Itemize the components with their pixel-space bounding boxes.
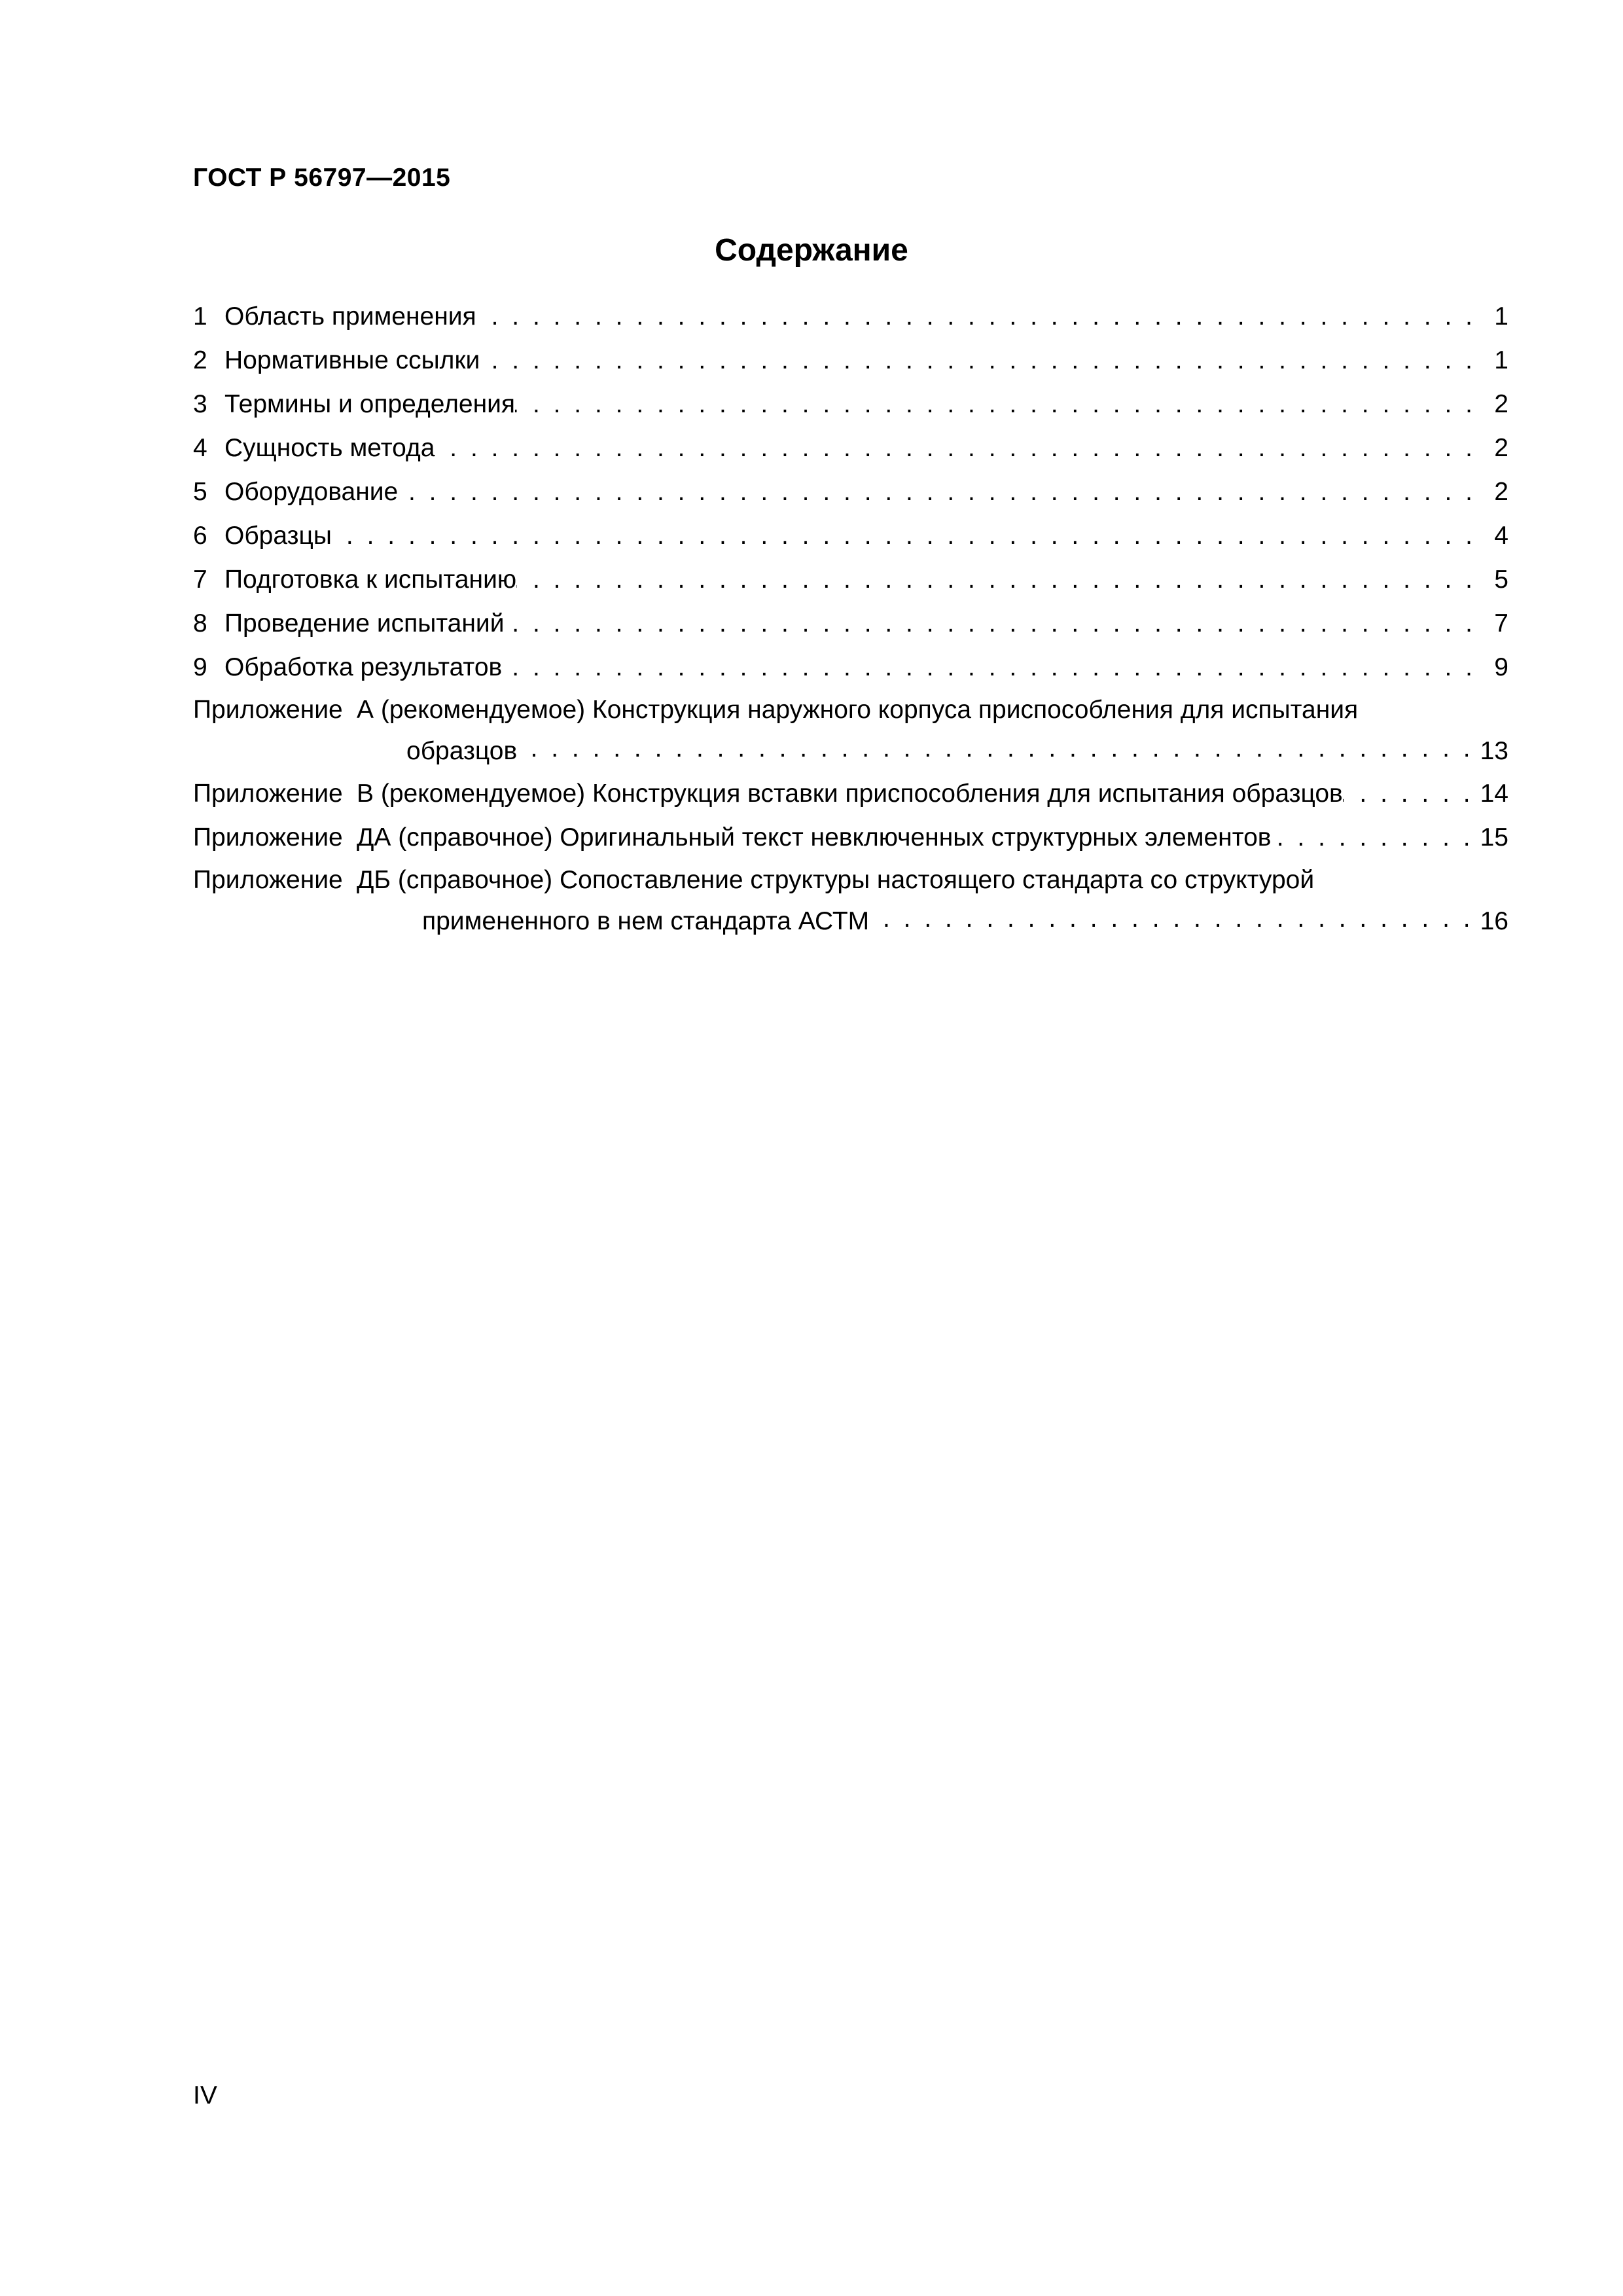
toc-entry-page: 9 xyxy=(1494,653,1508,681)
appendix-prefix: Приложение xyxy=(193,780,343,808)
appendix-prefix: Приложение xyxy=(193,823,343,852)
table-of-contents xyxy=(193,295,1508,942)
toc-entry-label: Проведение испытаний xyxy=(224,609,505,637)
toc-appendix-entry[interactable] xyxy=(193,689,1508,772)
toc-entry[interactable] xyxy=(193,338,1508,382)
document-id: ГОСТ Р 56797—2015 xyxy=(193,164,451,192)
toc-entry[interactable] xyxy=(193,601,1508,645)
toc-entry-page: 14 xyxy=(1480,780,1508,808)
toc-entry[interactable] xyxy=(193,295,1508,338)
toc-entry[interactable] xyxy=(193,514,1508,558)
dot-leader xyxy=(502,645,1476,689)
toc-entry[interactable] xyxy=(193,382,1508,426)
appendix-title-line1: А (рекомендуемое) Конструкция наружного корпуса приспособления для испытания xyxy=(357,696,1359,724)
toc-entry-number: 4 xyxy=(193,434,207,462)
toc-entry-page: 5 xyxy=(1494,565,1508,594)
toc-appendix-entry[interactable] xyxy=(193,772,1508,816)
toc-entry-label: Сущность метода xyxy=(224,434,435,462)
toc-entry-number: 1 xyxy=(193,302,207,331)
toc-entry-number: 3 xyxy=(193,390,207,418)
toc-entry-label: Нормативные ссылки xyxy=(224,346,480,374)
toc-entry-number: 7 xyxy=(193,565,207,594)
toc-entry-label: Термины и определения xyxy=(224,390,516,418)
toc-entry-page: 13 xyxy=(1480,737,1508,765)
toc-entry[interactable] xyxy=(193,426,1508,470)
toc-entry-page: 2 xyxy=(1494,434,1508,462)
dot-leader xyxy=(1343,772,1474,816)
dot-leader xyxy=(476,295,1476,338)
toc-entry-label: Оборудование xyxy=(224,478,399,506)
appendix-title-line1: ДА (справочное) Оригинальный текст невключенных структурных элементов xyxy=(357,823,1272,852)
appendix-prefix: Приложение xyxy=(193,696,343,724)
toc-entry-page: 1 xyxy=(1494,302,1508,331)
appendix-title-line2: образцов xyxy=(406,737,518,765)
page-title: Содержание xyxy=(715,233,908,268)
appendix-title-line1: В (рекомендуемое) Конструкция вставки приспособления для испытания образцов xyxy=(357,780,1343,808)
toc-entry-label: Подготовка к испытанию xyxy=(224,565,517,594)
toc-entry-label: Образцы xyxy=(224,522,332,550)
appendix-prefix: Приложение xyxy=(193,866,343,894)
dot-leader xyxy=(869,898,1473,942)
toc-entry-page: 2 xyxy=(1494,478,1508,506)
dot-leader xyxy=(480,338,1476,382)
dot-leader xyxy=(504,601,1476,645)
dot-leader xyxy=(517,728,1473,772)
toc-entry-page: 2 xyxy=(1494,390,1508,418)
toc-entry-number: 5 xyxy=(193,478,207,506)
toc-entry-number: 2 xyxy=(193,346,207,374)
toc-entry[interactable] xyxy=(193,558,1508,601)
toc-entry-number: 8 xyxy=(193,609,207,637)
dot-leader xyxy=(435,426,1476,470)
toc-appendix-entry[interactable] xyxy=(193,859,1508,942)
toc-entry-number: 6 xyxy=(193,522,207,550)
toc-entry-label: Область применения xyxy=(224,302,476,331)
appendix-title-line2: примененного в нем стандарта АСТМ xyxy=(422,907,870,935)
dot-leader xyxy=(516,558,1476,601)
dot-leader xyxy=(1272,816,1474,859)
toc-appendix-entry[interactable] xyxy=(193,816,1508,859)
dot-leader xyxy=(398,470,1476,514)
appendix-title-line1: ДБ (справочное) Сопоставление структуры настоящего стандарта со структурой xyxy=(357,866,1315,894)
toc-entry-page: 15 xyxy=(1480,823,1508,852)
toc-entry-page: 7 xyxy=(1494,609,1508,637)
toc-entry-page: 16 xyxy=(1480,907,1508,935)
toc-entry-label: Обработка результатов xyxy=(224,653,503,681)
dot-leader xyxy=(332,514,1476,558)
toc-entry[interactable] xyxy=(193,470,1508,514)
dot-leader xyxy=(515,382,1476,426)
toc-entry-page: 4 xyxy=(1494,522,1508,550)
toc-entry-number: 9 xyxy=(193,653,207,681)
toc-entry[interactable] xyxy=(193,645,1508,689)
toc-entry-page: 1 xyxy=(1494,346,1508,374)
page-number: IV xyxy=(193,2081,217,2109)
